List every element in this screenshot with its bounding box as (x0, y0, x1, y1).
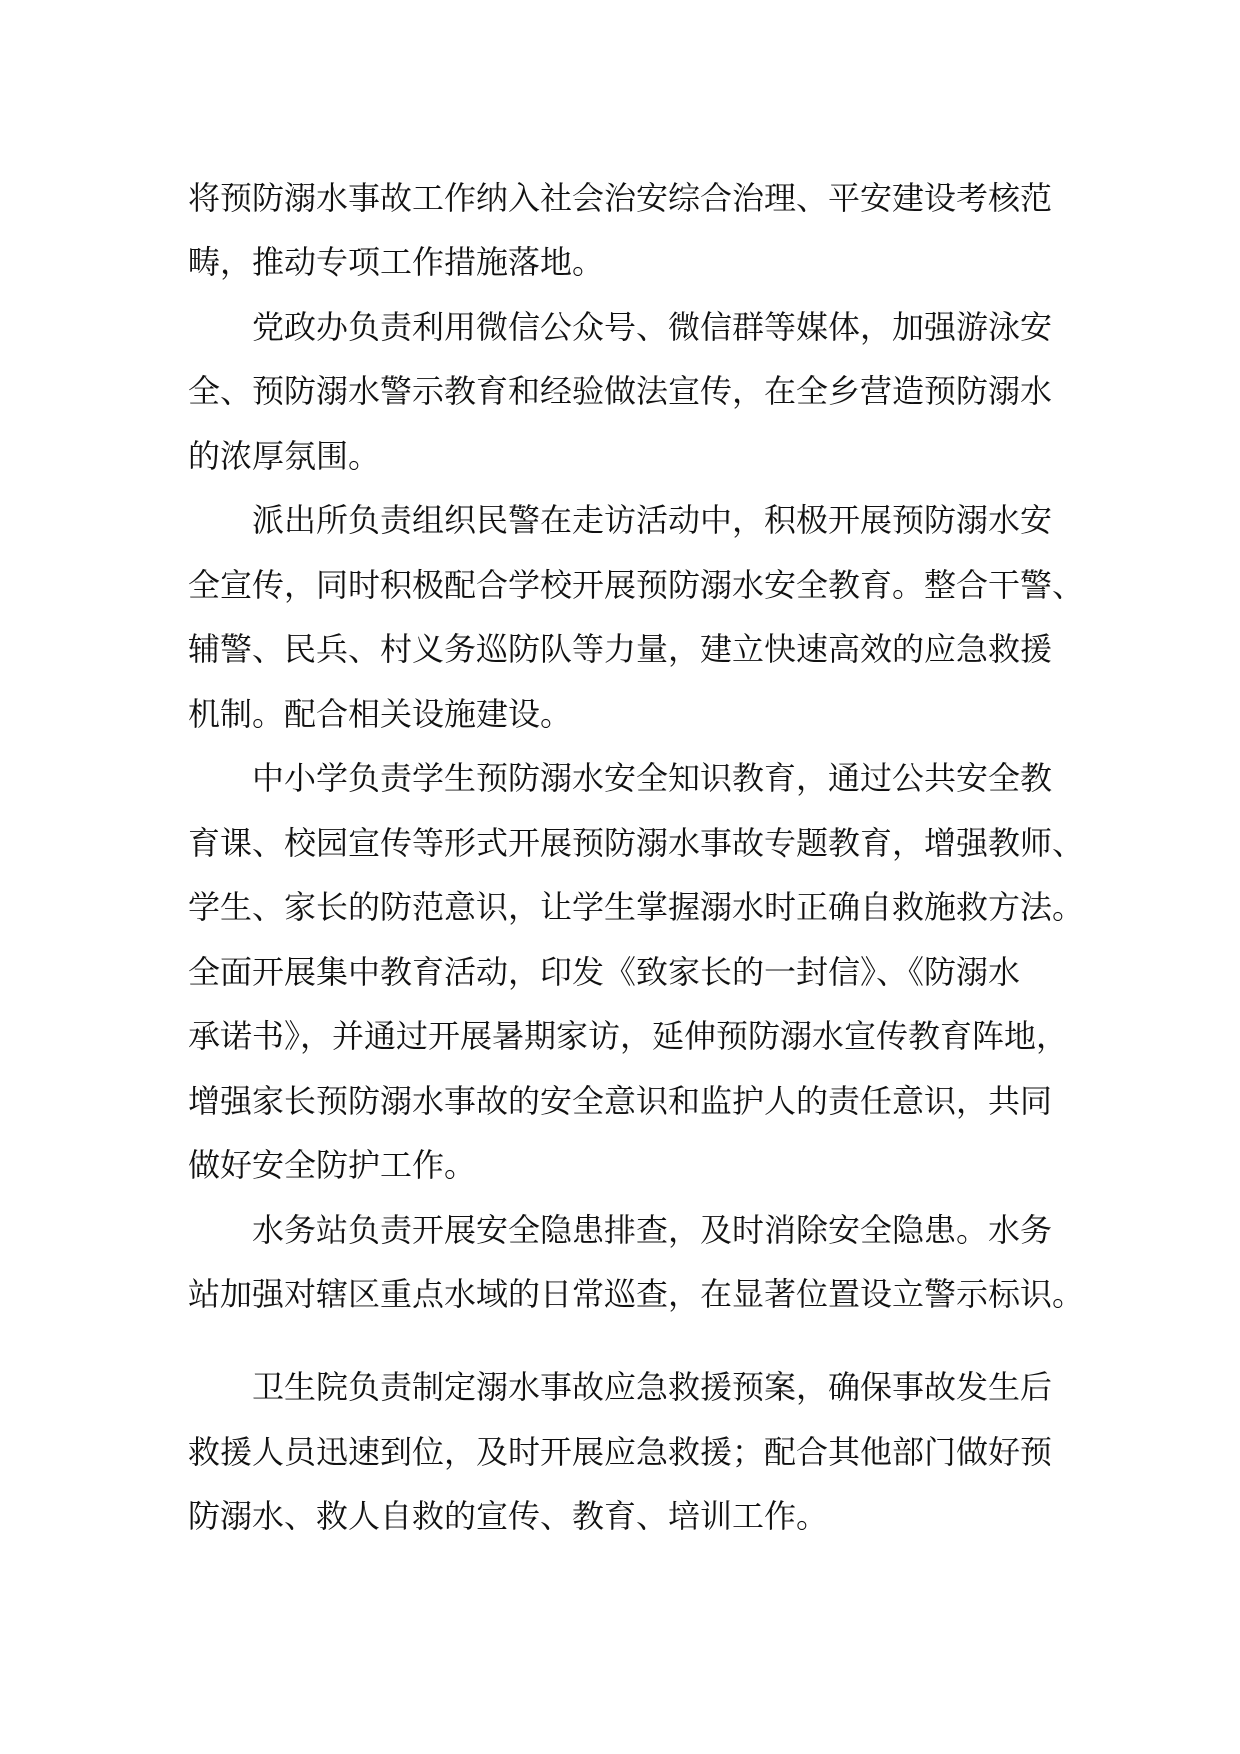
text-line: 防溺水、救人自救的宣传、教育、培训工作。 (188, 1497, 829, 1535)
text-line: 全面开展集中教育活动，印发《致家长的一封信》、《防溺水 (188, 953, 1021, 991)
text-line: 救援人员迅速到位，及时开展应急救援；配合其他部门做好预 (188, 1433, 1053, 1471)
text-line: 承诺书》，并通过开展暑期家访，延伸预防溺水宣传教育阵地， (188, 1017, 1069, 1055)
text-line: 机制。配合相关设施建设。 (188, 695, 573, 733)
paragraph-start-line: 卫生院负责制定溺水事故应急救援预案，确保事故发生后 (252, 1368, 1053, 1406)
text-line: 增强家长预防溺水事故的安全意识和监护人的责任意识，共同 (188, 1082, 1053, 1120)
text-line: 做好安全防护工作。 (188, 1146, 477, 1184)
text-line: 全宣传，同时积极配合学校开展预防溺水安全教育。整合干警、 (188, 566, 1085, 604)
paragraph-start-line: 中小学负责学生预防溺水安全知识教育，通过公共安全教 (252, 759, 1053, 797)
text-line: 育课、校园宣传等形式开展预防溺水事故专题教育，增强教师、 (188, 824, 1085, 862)
text-line: 的浓厚氛围。 (188, 437, 381, 475)
text-line: 站加强对辖区重点水域的日常巡查，在显著位置设立警示标识。 (188, 1275, 1085, 1313)
paragraph-start-line: 水务站负责开展安全隐患排查，及时消除安全隐患。水务 (252, 1211, 1053, 1249)
paragraph-start-line: 党政办负责利用微信公众号、微信群等媒体，加强游泳安 (252, 308, 1053, 346)
text-line: 学生、家长的防范意识，让学生掌握溺水时正确自救施救方法。 (188, 888, 1085, 926)
paragraph-start-line: 派出所负责组织民警在走访活动中，积极开展预防溺水安 (252, 501, 1053, 539)
text-line: 畴，推动专项工作措施落地。 (188, 243, 605, 281)
text-line: 全、预防溺水警示教育和经验做法宣传，在全乡营造预防溺水 (188, 372, 1053, 410)
text-line: 辅警、民兵、村义务巡防队等力量，建立快速高效的应急救援 (188, 630, 1053, 668)
text-line: 将预防溺水事故工作纳入社会治安综合治理、平安建设考核范 (188, 179, 1053, 217)
